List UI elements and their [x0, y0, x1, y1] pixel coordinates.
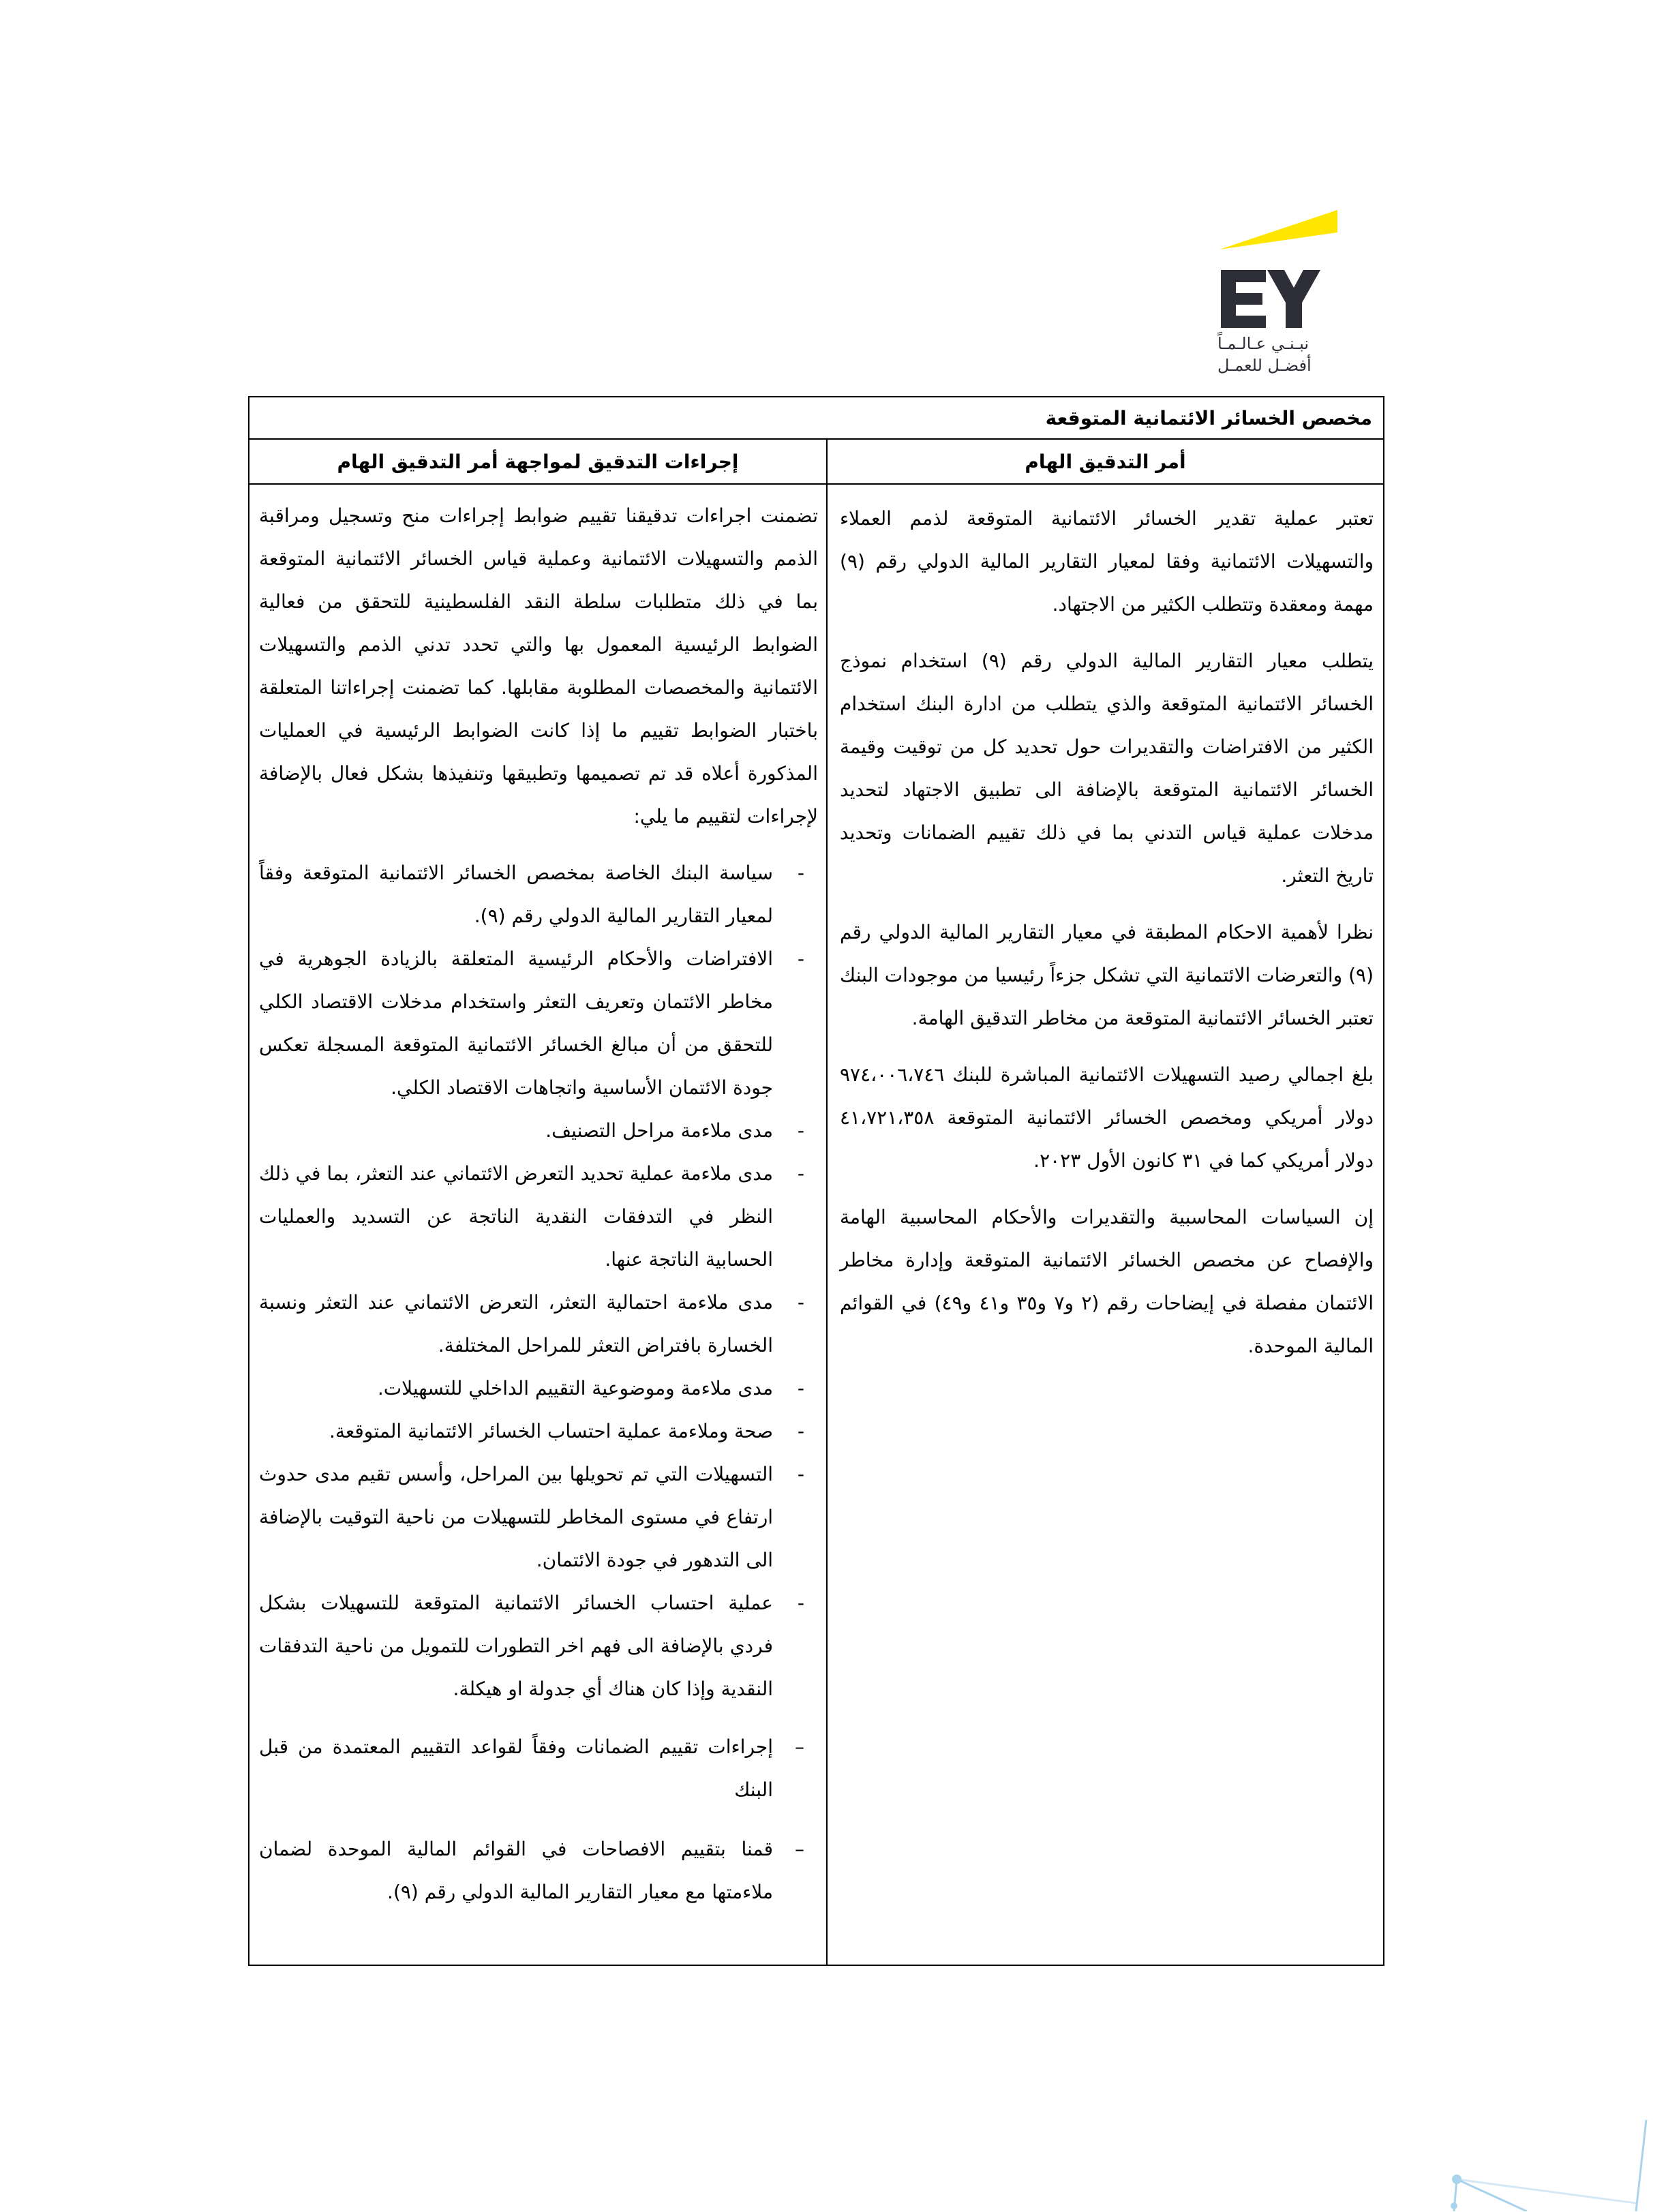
procedure-text: التسهيلات التي تم تحويلها بين المراحل، وأسس تقيم مدى حدوث ارتفاع في مستوى المخاطر للتسهيلات من ناحية التوقيت بالإضافة الى التدهور في جودة الائتمان.	[259, 1463, 773, 1571]
bullet-marker: -	[797, 1119, 804, 1142]
procedure-item	[259, 1725, 818, 1811]
bullet-marker: -	[797, 1377, 804, 1399]
bullet-marker: –	[795, 1838, 804, 1860]
bullet-marker: -	[797, 1463, 804, 1485]
procedure-item	[259, 1828, 818, 1913]
bullet-marker: -	[797, 1162, 804, 1185]
procedure-text: إجراءات تقييم الضمانات وفقاً لقواعد التقييم المعتمدة من قبل البنك	[259, 1736, 773, 1801]
response-intro: تضمنت اجراءات تدقيقنا تقييم ضوابط إجراءات منح وتسجيل ومراقبة الذمم والتسهيلات الائتمانية وعملية قياس الخسائر الائتمانية المتوقعة بما في ذلك متطلبات سلطة النقد الفلسطينية للتحقق من فعالية الضوابط الرئيسية المعمول بها والتي تحدد تدني الذمم والتسهيلات الائتمانية والمخصصات المطلوبة مقابلها. كما تضمنت إجراءاتنا المتعلقة باختبار الضوابط تقييم ما إذا كانت الضوابط الرئيسية في العمليات المذكورة أعلاه قد تم تصميمها وتطبيقها وتنفيذها بشكل فعال بالإضافة لإجراءات لتقييم ما يلي:	[259, 504, 818, 828]
procedure-item	[259, 1367, 818, 1410]
table-title-row	[249, 397, 1383, 440]
matter-paragraph: تعتبر عملية تقدير الخسائر الائتمانية المتوقعة لذمم العملاء والتسهيلات الائتمانية وفقا لمعيار التقارير المالية الدولي رقم (٩) مهمة ومعقدة وتتطلب الكثير من الاجتهاد.	[840, 507, 1374, 616]
procedure-text: قمنا بتقييم الافصاحات في القوائم المالية الموحدة لضمان ملاءمتها مع معيار التقارير المالية الدولي رقم (٩).	[259, 1838, 773, 1903]
ey-logo-mark	[1213, 204, 1357, 334]
bullet-marker: –	[795, 1736, 804, 1758]
matter-paragraph: نظرا لأهمية الاحكام المطبقة في معيار التقارير المالية الدولي رقم (٩) والتعرضات الائتمانية التي تشكل جزءاً رئيسيا من موجودات البنك تعتبر الخسائر الائتمانية المتوقعة من مخاطر التدقيق الهامة.	[840, 921, 1374, 1029]
matter-paragraph: بلغ اجمالي رصيد التسهيلات الائتمانية المباشرة للبنك ٩٧٤،٠٠٦،٧٤٦ دولار أمريكي ومخصص الخسائر الائتمانية المتوقعة ٤١،٧٢١،٣٥٨ دولار أمريكي كما في ٣١ كانون الأول ٢٠٢٣.	[840, 1063, 1374, 1172]
key-audit-matter-column	[826, 485, 1383, 1965]
procedure-item	[259, 937, 818, 1109]
corner-network-decoration	[1432, 2106, 1665, 2211]
audit-response-column	[249, 485, 826, 1965]
bullet-marker: -	[797, 1420, 804, 1442]
table-body-row	[249, 485, 1383, 1965]
network-lines-graphic	[1432, 2106, 1665, 2211]
procedure-text: مدى ملاءمة عملية تحديد التعرض الائتماني عند التعثر، بما في ذلك النظر في التدفقات النقدية الناتجة عن التسديد والعمليات الحسابية الناتجة عنها.	[259, 1162, 773, 1271]
procedure-text: مدى ملاءمة احتمالية التعثر، التعرض الائتماني عند التعثر ونسبة الخسارة بافتراض التعثر للمراحل المختلفة.	[259, 1291, 773, 1357]
bullet-marker: -	[797, 862, 804, 884]
network-node	[1451, 2202, 1457, 2209]
procedure-item	[259, 1453, 818, 1581]
procedure-item	[259, 851, 818, 937]
key-audit-matter-table	[248, 396, 1384, 1966]
bullet-marker: -	[797, 948, 804, 970]
table-title: مخصص الخسائر الائتمانية المتوقعة	[1045, 406, 1372, 429]
header-key-audit-matter: أمر التدقيق الهام	[826, 440, 1383, 483]
logo-letter-e	[1221, 270, 1266, 328]
logo-beam	[1220, 210, 1337, 249]
bullet-marker: -	[797, 1291, 804, 1314]
procedure-text: مدى ملاءمة وموضوعية التقييم الداخلي للتسهيلات.	[377, 1377, 773, 1399]
procedure-item	[259, 1581, 818, 1710]
procedure-text: سياسة البنك الخاصة بمخصص الخسائر الائتمانية المتوقعة وفقاً لمعيار التقارير المالية الدولي رقم (٩).	[259, 862, 773, 927]
logo-letter-y	[1267, 270, 1320, 328]
logo-lettering	[1221, 270, 1320, 328]
procedure-item	[259, 1152, 818, 1281]
tagline-line-2: أفضـل للعمـل	[1217, 356, 1312, 375]
table-header-row	[249, 440, 1383, 485]
matter-paragraph: يتطلب معيار التقارير المالية الدولي رقم (٩) استخدام نموذج الخسائر الائتمانية المتوقعة والذي يتطلب من ادارة البنك استخدام الكثير من الافتراضات والتقديرات حول تحديد كل من توقيت وقيمة الخسائر الائتمانية المتوقعة بالإضافة الى تطبيق الاجتهاد لتحديد مدخلات عملية قياس التدني بما في ذلك تقييم الضمانات وتحديد تاريخ التعثر.	[840, 650, 1374, 887]
network-node	[1452, 2175, 1461, 2184]
procedure-item	[259, 1410, 818, 1453]
procedure-text: صحة وملاءمة عملية احتساب الخسائر الائتمانية المتوقعة.	[329, 1420, 773, 1442]
procedure-text: مدى ملاءمة مراحل التصنيف.	[545, 1119, 773, 1142]
procedure-text: الافتراضات والأحكام الرئيسية المتعلقة بالزيادة الجوهرية في مخاطر الائتمان وتعريف التعثر واستخدام مدخلات الاقتصاد الكلي للتحقق من أن مبالغ الخسائر الائتمانية المتوقعة المسجلة تعكس جودة الائتمان الأساسية واتجاهات الاقتصاد الكلي.	[259, 948, 773, 1099]
procedure-item	[259, 1109, 818, 1152]
header-audit-response: إجراءات التدقيق لمواجهة أمر التدقيق الهام	[337, 450, 739, 473]
ey-logo	[1213, 204, 1357, 334]
bullet-marker: -	[797, 1592, 804, 1614]
tagline-line-1: نبـنـي عـالـمـاً	[1217, 334, 1309, 353]
matter-paragraph: إن السياسات المحاسبية والتقديرات والأحكام المحاسبية الهامة والإفصاح عن مخصص الخسائر الائتمانية المتوقعة وإدارة مخاطر الائتمان مفصلة في إيضاحات رقم (٢ و٧ و٣٥ و٤١ و٤٩) في القوائم المالية الموحدة.	[840, 1206, 1374, 1357]
procedure-text: عملية احتساب الخسائر الائتمانية المتوقعة للتسهيلات بشكل فردي بالإضافة الى فهم اخر التطورات للتمويل من ناحية التدفقات النقدية وإذا كان هناك أي جدولة او هيكلة.	[259, 1592, 773, 1700]
network-line	[1636, 2120, 1646, 2211]
logo-tagline	[1217, 333, 1354, 376]
procedure-item	[259, 1281, 818, 1367]
